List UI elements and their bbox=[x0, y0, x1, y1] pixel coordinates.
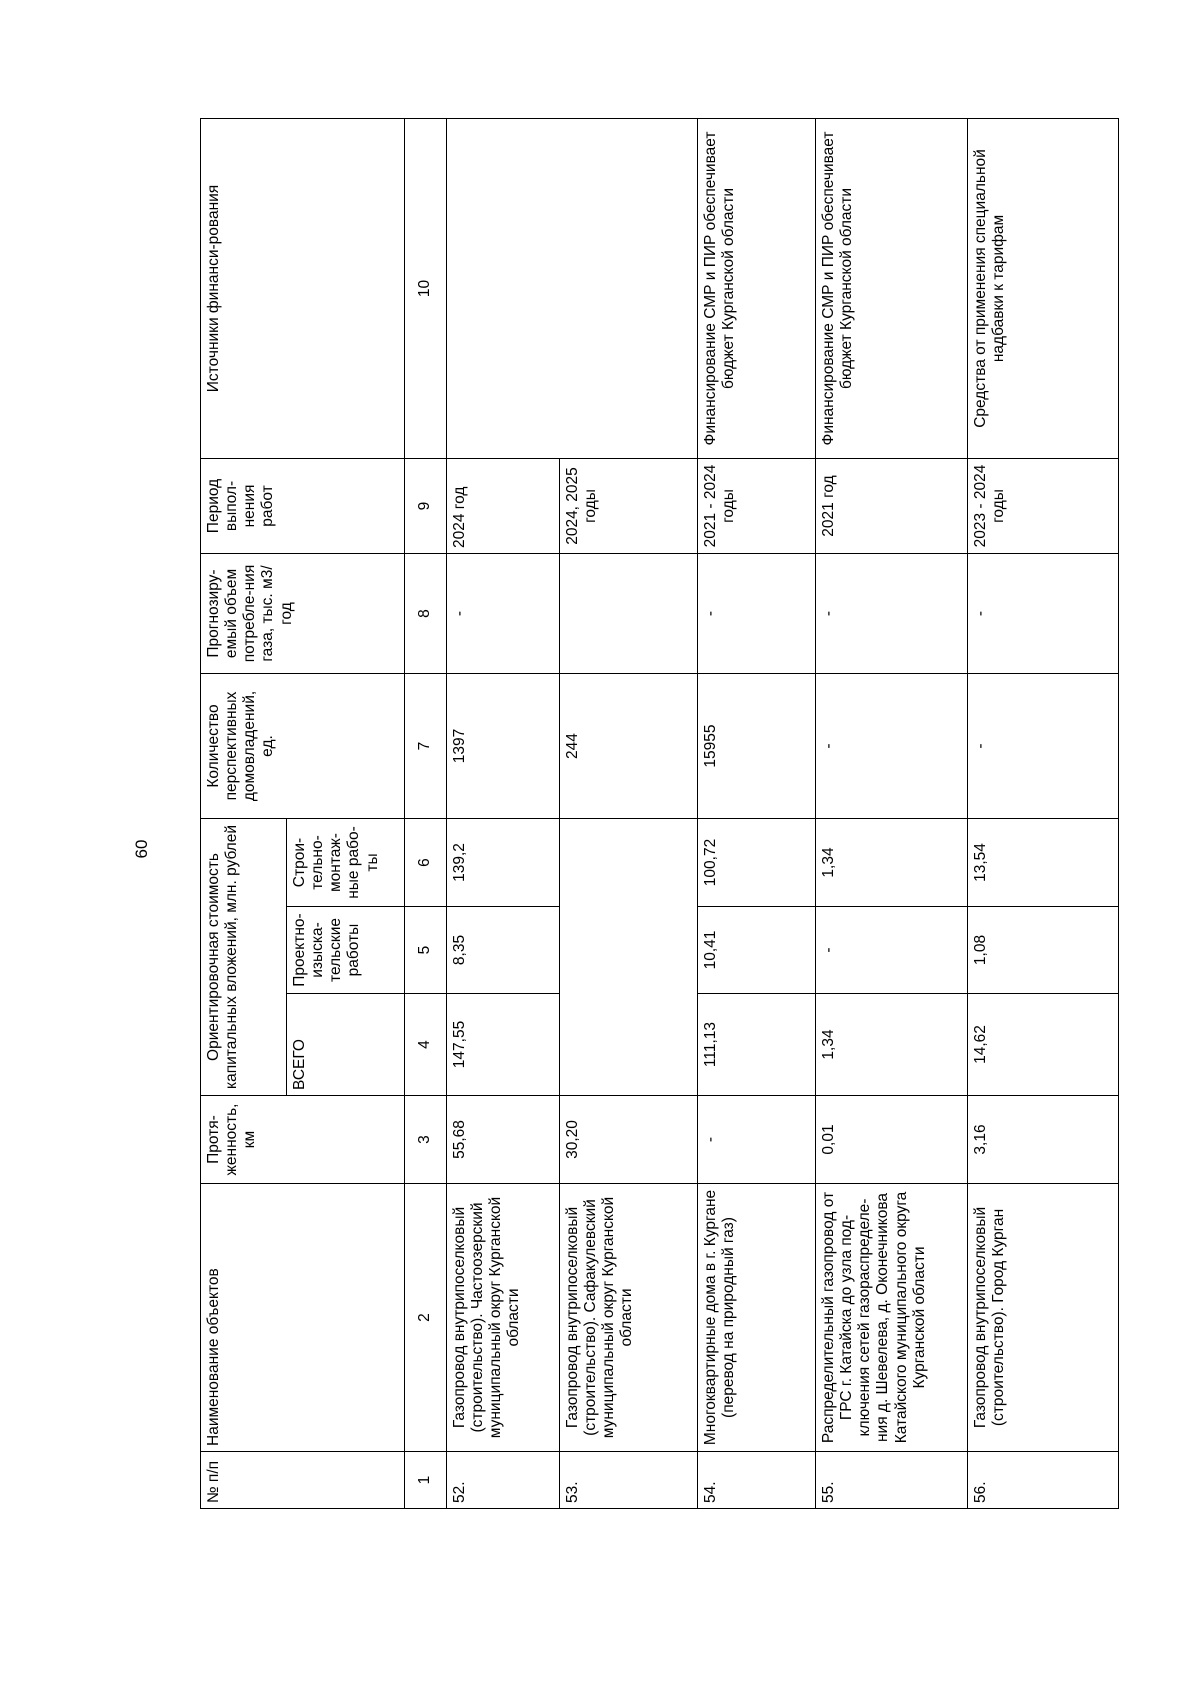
row-num: 56. bbox=[968, 1452, 1119, 1509]
row-construction: 1,34 bbox=[816, 819, 968, 907]
column-number: 6 bbox=[405, 819, 447, 907]
column-number: 2 bbox=[405, 1184, 447, 1452]
header-length: Протя-женность, км bbox=[201, 1096, 405, 1184]
header-row-1 bbox=[201, 119, 287, 1509]
row-funding bbox=[447, 119, 698, 459]
row-households: 15955 bbox=[698, 674, 816, 819]
row-gas-volume: - bbox=[447, 554, 560, 674]
row-funding: Средства от применения специальной надбавки к тарифам bbox=[968, 119, 1119, 459]
row-funding: Финансирование СМР и ПИР обеспечивает бюджет Курганской области bbox=[816, 119, 968, 459]
row-name: Газопровод внутрипоселковый (строительство). Город Курган bbox=[968, 1184, 1119, 1452]
table-row bbox=[968, 119, 1119, 1509]
row-name: Газопровод внутрипоселковый (строительство). Частоозерский муниципальный округ Курганской области bbox=[447, 1184, 560, 1452]
row-construction: 13,54 bbox=[968, 819, 1119, 907]
row-length: 30,20 bbox=[560, 1096, 698, 1184]
row-num: 53. bbox=[560, 1452, 698, 1509]
row-num: 52. bbox=[447, 1452, 560, 1509]
row-funding: Финансирование СМР и ПИР обеспечивает бюджет Курганской области bbox=[698, 119, 816, 459]
row-households: - bbox=[968, 674, 1119, 819]
header-funding: Источники финанси-рования bbox=[201, 119, 405, 459]
row-length: 0,01 bbox=[816, 1096, 968, 1184]
row-length: 55,68 bbox=[447, 1096, 560, 1184]
row-total: 1,34 bbox=[816, 994, 968, 1096]
column-number: 1 bbox=[405, 1452, 447, 1509]
row-num: 55. bbox=[816, 1452, 968, 1509]
row-design: 10,41 bbox=[698, 907, 816, 994]
row-cost-merged bbox=[560, 819, 698, 1096]
header-cost-group: Ориентировочная стоимость капитальных вложений, млн. рублей bbox=[201, 819, 287, 1096]
header-total: ВСЕГО bbox=[287, 994, 405, 1096]
header-num: № п/п bbox=[201, 1452, 405, 1509]
row-design: 8,35 bbox=[447, 907, 560, 994]
row-households: 244 bbox=[560, 674, 698, 819]
row-gas-volume: - bbox=[816, 554, 968, 674]
row-period: 2024, 2025 годы bbox=[560, 459, 698, 554]
row-gas-volume: - bbox=[968, 554, 1119, 674]
row-name: Многоквартирные дома в г. Кургане (перевод на природный газ) bbox=[698, 1184, 816, 1452]
row-design: 1,08 bbox=[968, 907, 1119, 994]
header-households: Количество перспективных домовладений, ед. bbox=[201, 674, 405, 819]
row-households: 1397 bbox=[447, 674, 560, 819]
row-construction: 100,72 bbox=[698, 819, 816, 907]
column-number: 8 bbox=[405, 554, 447, 674]
header-design: Проектно-изыска-тельские работы bbox=[287, 907, 405, 994]
row-length: - bbox=[698, 1096, 816, 1184]
header-gas-volume: Прогнозиру-емый объем потребле-ния газа, тыс. м3/год bbox=[201, 554, 405, 674]
row-construction: 139,2 bbox=[447, 819, 560, 907]
row-design: - bbox=[816, 907, 968, 994]
gas-objects-table bbox=[200, 118, 1119, 1509]
table-frame bbox=[200, 119, 1200, 1503]
row-period: 2021 - 2024 годы bbox=[698, 459, 816, 554]
header-name: Наименование объектов bbox=[201, 1184, 405, 1452]
header-period: Период выпол-нения работ bbox=[201, 459, 405, 554]
column-numbers-row bbox=[405, 119, 447, 1509]
column-number: 9 bbox=[405, 459, 447, 554]
row-households: - bbox=[816, 674, 968, 819]
row-total: 14,62 bbox=[968, 994, 1119, 1096]
table-row bbox=[447, 119, 560, 1509]
column-number: 7 bbox=[405, 674, 447, 819]
table-rotator bbox=[200, 131, 1200, 1509]
table-row bbox=[698, 119, 816, 1509]
row-name: Распределительный газопровод от ГРС г. Катайска до узла под-ключения сетей газораспределе-ния д. Шевелева, д. Оконечникова Катайского муниципального округа Курганской области bbox=[816, 1184, 968, 1452]
row-length: 3,16 bbox=[968, 1096, 1119, 1184]
header-construction: Строи-тельно-монтаж-ные рабо-ты bbox=[287, 819, 405, 907]
row-total: 147,55 bbox=[447, 994, 560, 1096]
page-number: 60 bbox=[132, 839, 151, 859]
row-gas-volume: - bbox=[698, 554, 816, 674]
row-num: 54. bbox=[698, 1452, 816, 1509]
column-number: 5 bbox=[405, 907, 447, 994]
column-number: 4 bbox=[405, 994, 447, 1096]
row-period: 2024 год bbox=[447, 459, 560, 554]
row-total: 111,13 bbox=[698, 994, 816, 1096]
row-period: 2023 - 2024 годы bbox=[968, 459, 1119, 554]
row-gas-volume bbox=[560, 554, 698, 674]
column-number: 10 bbox=[405, 119, 447, 459]
row-name: Газопровод внутрипоселковый (строительство). Сафакулевский муниципальный округ Курганской области bbox=[560, 1184, 698, 1452]
column-number: 3 bbox=[405, 1096, 447, 1184]
table-row bbox=[816, 119, 968, 1509]
row-period: 2021 год bbox=[816, 459, 968, 554]
